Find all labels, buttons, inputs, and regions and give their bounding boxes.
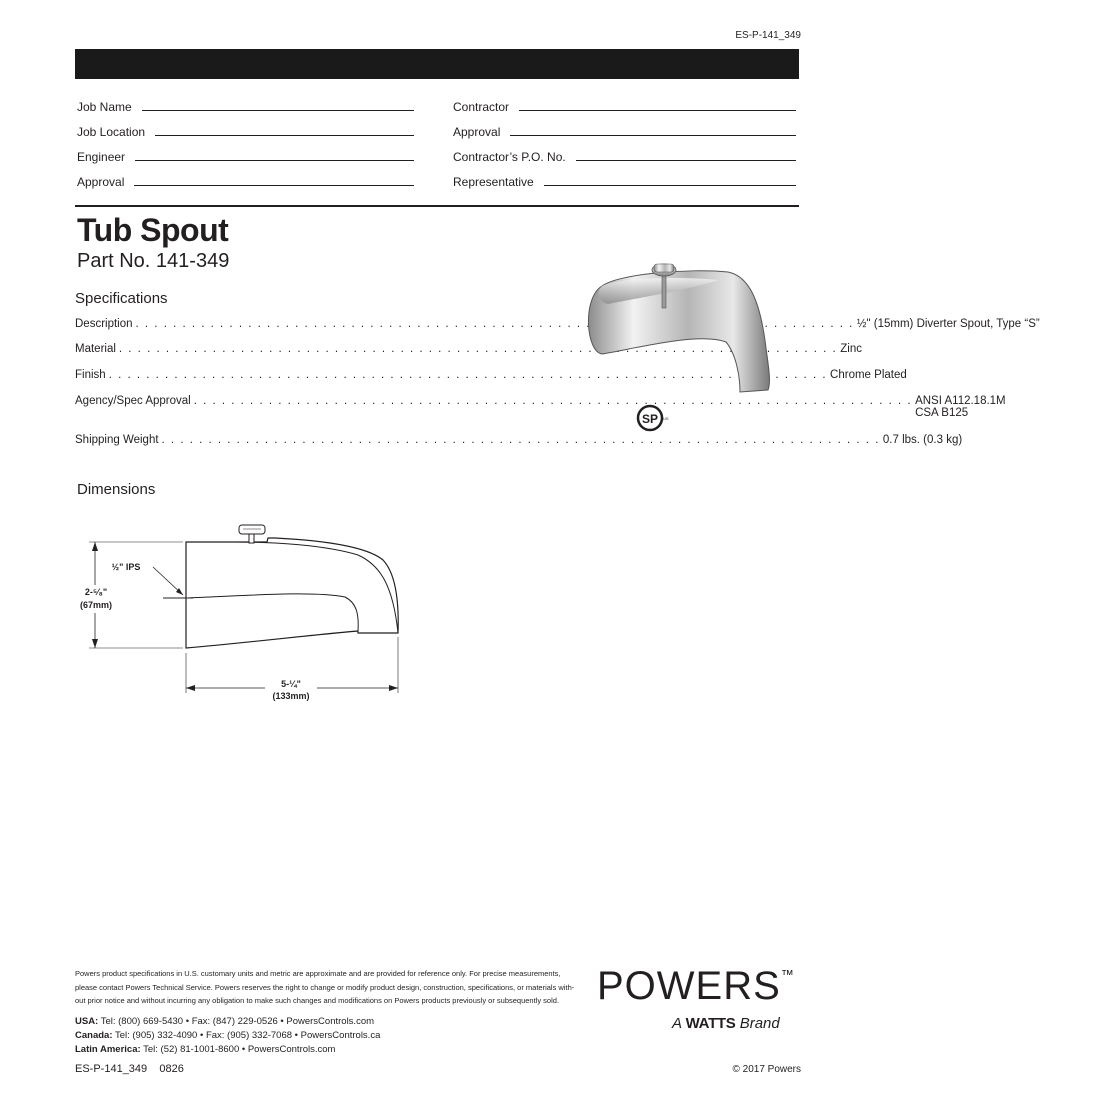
spec-value-line-1: ANSI A112.18.1M: [915, 395, 1006, 407]
spec-row-finish: [75, 369, 907, 381]
contact-info: Tel: (905) 332-4090 • Fax: (905) 332-7068 • PowersControls.ca: [114, 1030, 381, 1041]
field-line[interactable]: [544, 185, 796, 186]
field-line[interactable]: [510, 135, 796, 136]
disclaimer-line: Powers product specifications in U.S. customary units and metric are approximate and are provided for reference only. For precise measurements,: [75, 969, 561, 978]
spec-value: 0.7 lbs. (0.3 kg): [882, 434, 963, 446]
field-job-location[interactable]: [77, 123, 414, 139]
section-divider: [75, 205, 799, 207]
field-engineer[interactable]: [77, 148, 414, 164]
powers-logo: [597, 966, 795, 1006]
contact-region: Canada:: [75, 1030, 113, 1041]
field-label: Contractor’s P.O. No.: [453, 150, 566, 164]
leader-dots: [194, 395, 912, 419]
contact-info: Tel: (800) 669-5430 • Fax: (847) 229-0526 • PowersControls.com: [100, 1016, 375, 1027]
spec-value: Chrome Plated: [830, 369, 907, 381]
contact-latin-america: [75, 1044, 335, 1055]
spec-label: Finish: [75, 369, 106, 381]
disclaimer-note: [75, 967, 575, 1008]
trademark-symbol: ™: [780, 967, 795, 982]
field-line[interactable]: [142, 110, 414, 111]
spec-label: Shipping Weight: [75, 434, 159, 446]
doc-id: ES-P-141_349: [75, 1063, 148, 1075]
csa-us-mark: US: [663, 416, 669, 421]
field-approval-left[interactable]: [77, 173, 414, 189]
disclaimer-line: please contact Powers Technical Service. Powers reserves the right to change or modify product design, construction, specifications, or materials with-: [75, 982, 575, 992]
field-line[interactable]: [135, 160, 414, 161]
spec-label: Agency/Spec Approval: [75, 395, 191, 407]
contact-canada: [75, 1030, 380, 1041]
dimension-drawing: [75, 515, 415, 710]
length-metric-label: (133mm): [272, 691, 310, 701]
field-approval-right[interactable]: [453, 123, 796, 139]
ips-label: ½" IPS: [111, 562, 141, 572]
csa-letters: SP: [641, 412, 659, 426]
contact-region: Latin America:: [75, 1044, 141, 1055]
spec-row-description: [75, 318, 1040, 330]
specifications-heading: Specifications: [75, 290, 168, 307]
field-line[interactable]: [576, 160, 796, 161]
document-id-bottom: [75, 1063, 184, 1075]
header-bar: [75, 49, 799, 79]
height-metric-label: (67mm): [79, 600, 113, 610]
field-label: Representative: [453, 175, 534, 189]
dimensions-heading: Dimensions: [77, 481, 156, 498]
field-job-name[interactable]: [77, 98, 414, 114]
field-label: Job Location: [77, 125, 146, 139]
field-line[interactable]: [519, 110, 796, 111]
part-number: Part No. 141-349: [77, 250, 230, 272]
tagline-prefix: A: [672, 1015, 682, 1032]
height-label: 2-⁵⁄₈": [84, 587, 108, 597]
spec-row-shipping-weight: [75, 434, 963, 446]
spec-row-material: [75, 343, 862, 355]
csa-certification-icon: [636, 402, 668, 434]
contact-region: USA:: [75, 1016, 99, 1027]
disclaimer-line: out prior notice and without incurring any obligation to make such changes and modifications on Powers products previously or subsequently sold.: [75, 996, 560, 1005]
field-label: Approval: [77, 175, 125, 189]
page-title: Tub Spout: [77, 212, 229, 248]
spec-label: Description: [75, 318, 133, 330]
copyright: © 2017 Powers: [732, 1064, 801, 1075]
field-line[interactable]: [155, 135, 414, 136]
contact-usa: [75, 1016, 374, 1027]
spec-value-line-2: CSA B125: [915, 407, 969, 419]
spec-value: Zinc: [840, 343, 862, 355]
spec-value: ½" (15mm) Diverter Spout, Type “S”: [856, 318, 1040, 330]
brand-name: POWERS: [597, 964, 781, 1008]
contact-info: Tel: (52) 81-1001-8600 • PowersControls.com: [143, 1044, 336, 1055]
field-label: Approval: [453, 125, 501, 139]
watts-brand-tagline: [672, 1015, 780, 1032]
spec-label: Material: [75, 343, 116, 355]
document-id-top: ES-P-141_349: [735, 30, 801, 41]
spec-value: [915, 395, 1119, 419]
tub-spout-product-image: [578, 258, 778, 398]
field-representative[interactable]: [453, 173, 796, 189]
doc-revision: 0826: [159, 1063, 184, 1075]
field-label: Contractor: [453, 100, 510, 114]
length-label: 5-¼": [281, 679, 301, 689]
field-label: Job Name: [77, 100, 132, 114]
watts-wordmark: WATTS: [685, 1015, 736, 1032]
tagline-suffix: Brand: [739, 1015, 780, 1032]
leader-dots: [162, 434, 880, 446]
field-contractor[interactable]: [453, 98, 796, 114]
field-label: Engineer: [77, 150, 126, 164]
field-line[interactable]: [134, 185, 414, 186]
field-contractor-po[interactable]: [453, 148, 796, 164]
